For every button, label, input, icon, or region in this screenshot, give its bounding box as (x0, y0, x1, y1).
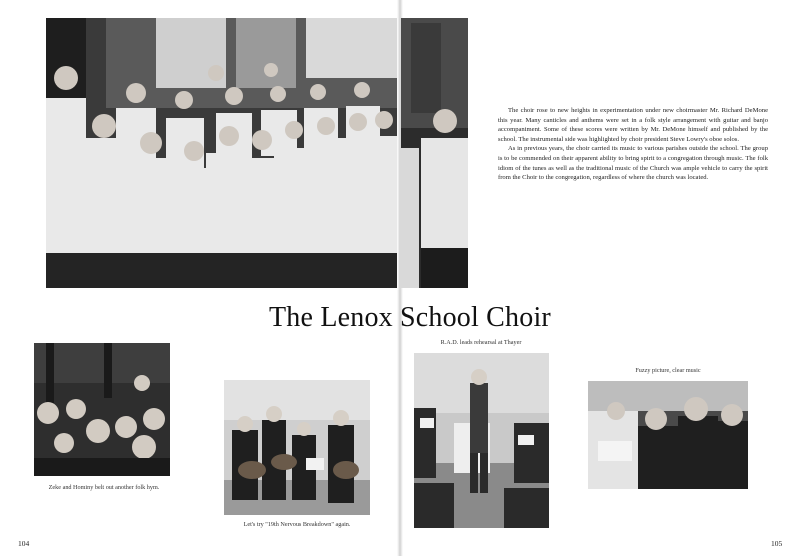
choirmaster-photo (401, 18, 468, 288)
article-paragraph: As in previous years, the choir carried its music to various parishes outside the school. The group is to be commended on their apparent ability to bring spirit to a congregation through music. The folk idiom of the tunes as well as the traditional music of the Church was ample vehicle to carry the spirit from the Choir to the congregation, regardless of where the church was located. (498, 145, 768, 182)
page-title-right: School Choir (400, 302, 551, 333)
caption-folk-singers: Zeke and Hominy belt out another folk hym. (48, 484, 160, 491)
page-number-right: 105 (771, 539, 783, 548)
article-paragraph: The choir rose to new heights in experimentation under new choirmaster Mr. Richard DeMone this year. Many canticles and anthems were set in a folk style arrangement with guitar and banjo accompaniment. Some of these scores were written by Mr. DeMone himself and published by the school. The instrumental side was highlighted by choir president Steve Lowry's oboe solos. (498, 107, 768, 143)
caption-fuzzy-photo: Fuzzy picture, clear music (635, 367, 701, 374)
page-title-left: The Lenox (269, 302, 393, 333)
choir-group-photo (46, 18, 397, 288)
guitar-rehearsal-photo (224, 380, 370, 515)
fuzzy-choir-photo (588, 381, 748, 489)
caption-guitar-rehearsal: Let's try "19th Nervous Breakdown" again. (243, 521, 351, 528)
article-body (498, 106, 768, 183)
rad-rehearsal-photo (414, 353, 549, 528)
caption-rad-rehearsal: R.A.D. leads rehearsal at Thayer (440, 339, 522, 346)
page-number-left: 104 (18, 539, 30, 548)
folk-singers-photo (34, 343, 170, 476)
